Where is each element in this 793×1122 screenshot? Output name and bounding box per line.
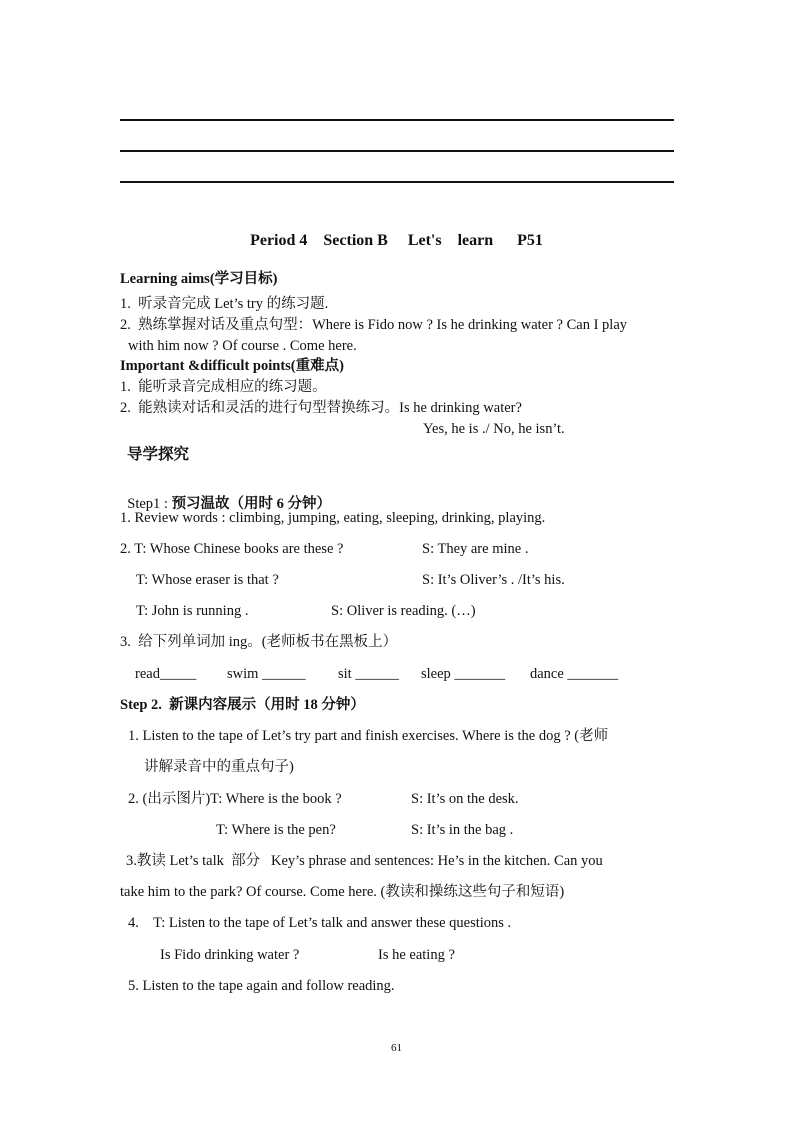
step1-heading bbox=[120, 477, 331, 513]
step1-line-4b: S: Oliver is reading. (…) bbox=[331, 603, 476, 619]
blank-rule-2 bbox=[120, 150, 674, 152]
step1-line-3b: S: It’s Oliver’s . /It’s his. bbox=[422, 572, 565, 588]
aims-heading: Learning aims(学习目标) bbox=[120, 271, 278, 287]
aims-item-2: 2. 熟练掌握对话及重点句型：Where is Fido now ? Is he drinking water ? Can I play bbox=[120, 317, 628, 333]
guide-heading: 导学探究 bbox=[127, 446, 190, 463]
step2-item-2a: 2. (出示图片)T: Where is the book ? bbox=[128, 791, 342, 807]
blank-rule-1 bbox=[120, 119, 674, 121]
points-heading: Important &difficult points(重难点) bbox=[120, 358, 344, 374]
step1-title: 预习温故（用时 6 分钟） bbox=[171, 496, 332, 512]
step1-label: Step1 : bbox=[127, 496, 172, 512]
blank-dance: dance _______ bbox=[530, 666, 619, 682]
step1-line-1: 1. Review words : climbing, jumping, eating, sleeping, drinking, playing. bbox=[120, 510, 546, 526]
step1-line-2a: 2. T: Whose Chinese books are these ? bbox=[120, 541, 344, 557]
step1-line-3a: T: Whose eraser is that ? bbox=[136, 572, 279, 588]
step2-item-4: 4. T: Listen to the tape of Let’s talk and answer these questions . bbox=[128, 915, 512, 931]
points-item-2-answer: Yes, he is ./ No, he isn’t. bbox=[423, 421, 565, 437]
step2-item-4-q2: Is he eating ? bbox=[378, 947, 455, 963]
step2-item-5: 5. Listen to the tape again and follow reading. bbox=[128, 978, 395, 994]
blank-sit: sit ______ bbox=[338, 666, 399, 682]
step1-line-5: 3. 给下列单词加 ing。(老师板书在黑板上） bbox=[120, 634, 398, 650]
step2-item-3-cont: take him to the park? Of course. Come here. (教读和操练这些句子和短语) bbox=[120, 884, 565, 900]
step2-item-3: 3.教读 Let’s talk 部分 Key’s phrase and sentences: He’s in the kitchen. Can you bbox=[126, 853, 603, 869]
step2-item-1: 1. Listen to the tape of Let’s try part and finish exercises. Where is the dog ? (老师 bbox=[128, 728, 609, 744]
points-item-1: 1. 能听录音完成相应的练习题。 bbox=[120, 379, 327, 395]
aims-item-2-cont: with him now ? Of course . Come here. bbox=[128, 338, 357, 354]
step2-item-2d: S: It’s in the bag . bbox=[411, 822, 514, 838]
page-title: Period 4 Section B Let's learn P51 bbox=[250, 232, 543, 249]
step1-line-2b: S: They are mine . bbox=[422, 541, 529, 557]
points-item-2: 2. 能熟读对话和灵活的进行句型替换练习。Is he drinking water? bbox=[120, 400, 522, 416]
aims-item-1: 1. 听录音完成 Let’s try 的练习题. bbox=[120, 296, 329, 312]
blank-swim: swim ______ bbox=[227, 666, 306, 682]
step2-item-2b: S: It’s on the desk. bbox=[411, 791, 519, 807]
step2-item-4-q1: Is Fido drinking water ? bbox=[160, 947, 300, 963]
blank-sleep: sleep _______ bbox=[421, 666, 506, 682]
page-number: 61 bbox=[391, 1042, 402, 1054]
blank-rule-3 bbox=[120, 181, 674, 183]
step2-heading: Step 2. 新课内容展示（用时 18 分钟） bbox=[120, 697, 365, 713]
step2-item-2c: T: Where is the pen? bbox=[216, 822, 336, 838]
step2-item-1-cont: 讲解录音中的重点句子) bbox=[144, 759, 294, 775]
blank-read: read_____ bbox=[135, 666, 197, 682]
step1-line-4a: T: John is running . bbox=[136, 603, 249, 619]
